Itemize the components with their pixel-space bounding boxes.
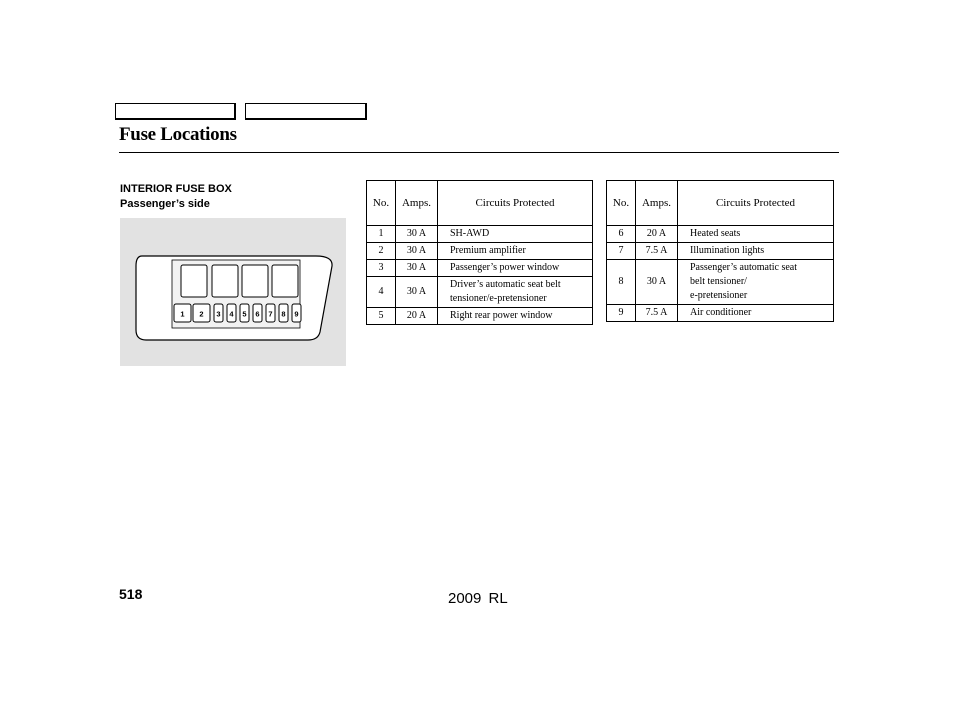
relay-slot bbox=[212, 265, 238, 297]
fuse-amps: 30 A bbox=[396, 277, 438, 308]
fuse-amps: 20 A bbox=[396, 308, 438, 325]
fuse-slot-label: 4 bbox=[229, 309, 234, 319]
fuse-table-left bbox=[366, 180, 593, 325]
table-row bbox=[607, 226, 834, 243]
fuse-circuits bbox=[678, 226, 834, 243]
fuse-number: 2 bbox=[367, 243, 396, 260]
circuit-line: Right rear power window bbox=[450, 310, 553, 321]
circuit-line: SH-AWD bbox=[450, 228, 490, 239]
table-row bbox=[367, 308, 593, 325]
fuse-slot-label: 9 bbox=[294, 309, 299, 319]
fuse-number: 5 bbox=[367, 308, 396, 325]
fuse-number: 1 bbox=[367, 226, 396, 243]
fuse-slot-label: 1 bbox=[180, 309, 185, 319]
relay-slot bbox=[272, 265, 298, 297]
title-divider bbox=[119, 152, 839, 153]
fuse-number: 4 bbox=[367, 277, 396, 308]
page-number: 518 bbox=[119, 586, 143, 602]
fuse-circuits bbox=[438, 260, 593, 277]
col-header-amps: Amps. bbox=[636, 181, 678, 226]
page-title: Fuse Locations bbox=[119, 124, 237, 145]
fuse-table-right bbox=[606, 180, 834, 322]
section-subheading: Passenger’s side bbox=[120, 198, 210, 210]
fuse-slot-label: 6 bbox=[255, 309, 260, 319]
fuse-box-diagram bbox=[120, 218, 346, 366]
fuse-slot-label: 7 bbox=[268, 309, 273, 319]
nav-tab-box-2 bbox=[245, 103, 367, 120]
circuit-line: Passenger’s power window bbox=[450, 262, 560, 273]
circuit-line: Illumination lights bbox=[690, 245, 765, 256]
fuse-amps: 20 A bbox=[636, 226, 678, 243]
table-row bbox=[367, 260, 593, 277]
table-row bbox=[367, 226, 593, 243]
col-header-circuits: Circuits Protected bbox=[438, 181, 593, 226]
col-header-amps: Amps. bbox=[396, 181, 438, 226]
fuse-number: 6 bbox=[607, 226, 636, 243]
section-heading: INTERIOR FUSE BOX bbox=[120, 183, 232, 195]
circuit-line: Air conditioner bbox=[690, 307, 752, 318]
circuit-line: Heated seats bbox=[690, 228, 741, 239]
fuse-slot-label: 3 bbox=[216, 309, 221, 319]
circuit-line: Driver’s automatic seat belt bbox=[450, 279, 561, 290]
circuit-line: e-pretensioner bbox=[690, 290, 748, 301]
fuse-circuits bbox=[438, 277, 593, 308]
fuse-circuits bbox=[438, 308, 593, 325]
fuse-amps: 7.5 A bbox=[636, 305, 678, 322]
fuse-amps: 30 A bbox=[636, 260, 678, 305]
footer-model: 2009 RL bbox=[448, 590, 508, 607]
fuse-number: 3 bbox=[367, 260, 396, 277]
table-row bbox=[607, 243, 834, 260]
circuit-line: belt tensioner/ bbox=[690, 276, 747, 287]
fuse-amps: 30 A bbox=[396, 260, 438, 277]
fuse-slot-label: 8 bbox=[281, 309, 286, 319]
relay-slot bbox=[181, 265, 207, 297]
fuse-circuits bbox=[678, 260, 834, 305]
col-header-circuits: Circuits Protected bbox=[678, 181, 834, 226]
fuse-number: 8 bbox=[607, 260, 636, 305]
table-header-row bbox=[367, 181, 593, 226]
fuse-box-illustration bbox=[120, 218, 346, 366]
relay-slot bbox=[242, 265, 268, 297]
fuse-circuits bbox=[678, 305, 834, 322]
fuse-slot-label: 5 bbox=[242, 309, 247, 319]
fuse-circuits bbox=[678, 243, 834, 260]
fuse-circuits bbox=[438, 226, 593, 243]
circuit-line: Passenger’s automatic seat bbox=[690, 262, 798, 273]
fuse-number: 9 bbox=[607, 305, 636, 322]
nav-tab-box-1 bbox=[115, 103, 236, 120]
fuse-amps: 30 A bbox=[396, 226, 438, 243]
fuse-amps: 7.5 A bbox=[636, 243, 678, 260]
fuse-number: 7 bbox=[607, 243, 636, 260]
table-row bbox=[367, 243, 593, 260]
circuit-line: Premium amplifier bbox=[450, 245, 526, 256]
fuse-amps: 30 A bbox=[396, 243, 438, 260]
table-header-row bbox=[607, 181, 834, 226]
fuse-slot-label: 2 bbox=[199, 309, 204, 319]
col-header-no: No. bbox=[367, 181, 396, 226]
circuit-line: tensioner/e-pretensioner bbox=[450, 293, 547, 304]
table-row bbox=[367, 277, 593, 308]
table-row bbox=[607, 260, 834, 305]
table-row bbox=[607, 305, 834, 322]
col-header-no: No. bbox=[607, 181, 636, 226]
fuse-circuits bbox=[438, 243, 593, 260]
